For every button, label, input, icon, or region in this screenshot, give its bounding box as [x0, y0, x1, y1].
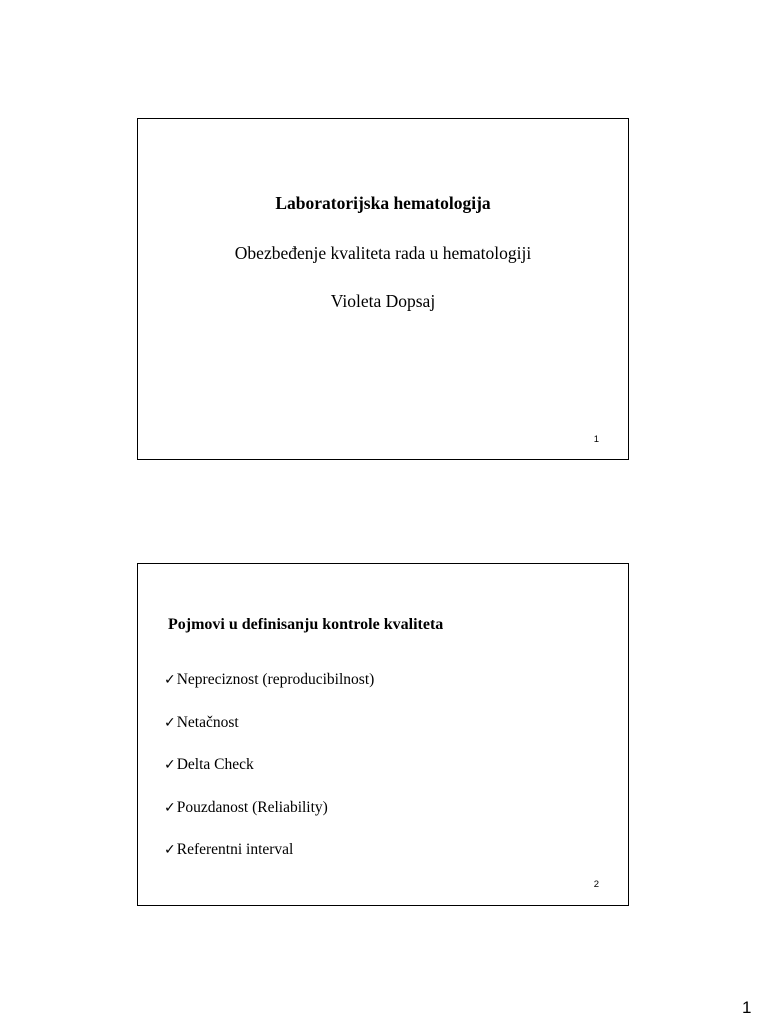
slide-1: [137, 118, 629, 460]
bullet-list: [164, 670, 374, 883]
checkmark-icon: ✓: [164, 672, 176, 688]
checkmark-icon: ✓: [164, 714, 176, 731]
checkmark-icon: ✓: [164, 757, 176, 773]
slide-number: 2: [593, 879, 599, 890]
checkmark-icon: ✓: [164, 842, 176, 858]
list-item: [164, 670, 374, 713]
slide-heading: Pojmovi u definisanju kontrole kvaliteta: [168, 616, 444, 633]
list-item: [164, 755, 374, 798]
list-item: [164, 840, 374, 883]
page-number: 1: [742, 998, 752, 1017]
list-item: [164, 713, 374, 756]
list-item: [164, 798, 374, 841]
slide-author: Violeta Dopsaj: [330, 291, 436, 311]
checkmark-icon: ✓: [164, 799, 176, 816]
list-item-label: Pouzdanost (Reliability): [176, 798, 328, 816]
list-item-label: Delta Check: [176, 756, 254, 773]
list-item-label: Netačnost: [176, 713, 239, 731]
slide-subtitle: Obezbeđenje kvaliteta rada u hematologiji: [234, 243, 532, 263]
slide-number: 1: [593, 434, 599, 445]
list-item-label: Referentni interval: [176, 841, 294, 858]
list-item-label: Nepreciznost (reproducibilnost): [176, 671, 375, 688]
slide-2: [137, 563, 629, 906]
slide-title: Laboratorijska hematologija: [275, 193, 491, 213]
